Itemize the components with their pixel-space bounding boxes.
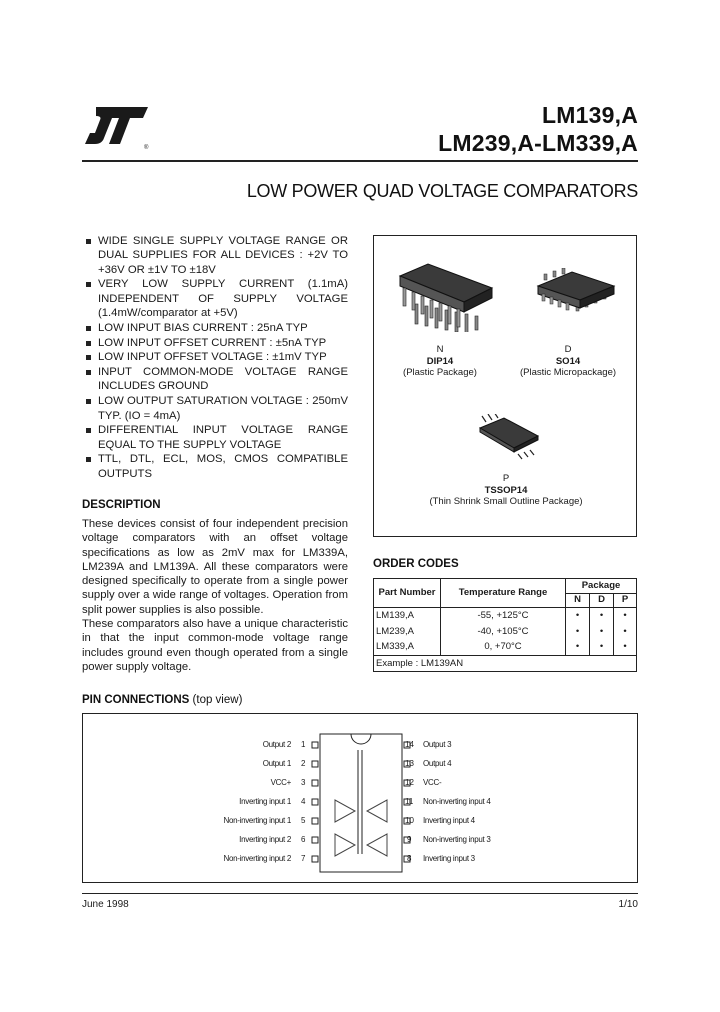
dip14-package-icon (398, 260, 494, 332)
temperature-header: Temperature Range (441, 579, 566, 608)
pin-label: VCC+ (270, 778, 291, 787)
svg-text:®: ® (144, 145, 149, 151)
pin-number: 1 (301, 740, 306, 749)
pin-number: 7 (301, 854, 306, 863)
title-line-1: LM139,A (542, 102, 638, 128)
pin-label: Output 2 (262, 740, 291, 749)
table-row: LM239,A -40, +105°C • • • (374, 624, 637, 640)
description-paragraph: These devices consist of four independent precision voltage comparators with an offset voltage specifications as low as 2mV max for LM339A, LM239A and LM139A. All these comparators were designed specifically to operate from a single power supply over a wide range of voltages. Operation from split power supplies is also possible. (82, 518, 348, 616)
pin-number: 4 (301, 797, 306, 806)
subtitle: LOW POWER QUAD VOLTAGE COMPARATORS (246, 181, 638, 201)
bullet-icon (86, 399, 91, 404)
st-logo (82, 104, 156, 152)
bullet-icon (86, 457, 91, 462)
list-item: INPUT COMMON-MODE VOLTAGE RANGE INCLUDES GROUND (82, 365, 348, 394)
list-item: VERY LOW SUPPLY CURRENT (1.1mA) INDEPENDENT OF SUPPLY VOLTAGE (1.4mW/comparator at +5V) (82, 277, 348, 320)
st-logo-graphic (82, 104, 156, 152)
pin-number: 3 (301, 778, 306, 787)
pin-number: 14 (405, 740, 414, 749)
table-row: LM339,A 0, +70°C • • • (374, 639, 637, 655)
bullet-icon (86, 355, 91, 360)
page-number: 1/10 (618, 899, 638, 910)
pin-number: 2 (301, 759, 306, 768)
bullet-icon (86, 326, 91, 331)
table-row (374, 655, 637, 672)
pin-label: Non-inverting input 4 (423, 797, 491, 806)
part-number-header: Part Number (374, 579, 441, 608)
order-example: Example : LM139AN (374, 655, 637, 672)
package-col-n: N (566, 594, 590, 608)
so14-package-icon (536, 268, 616, 316)
pin-label: Non-inverting input 1 (223, 816, 291, 825)
list-item: TTL, DTL, ECL, MOS, CMOS COMPATIBLE OUTPUTS (82, 452, 348, 481)
footer-date: June 1998 (82, 899, 129, 910)
pin-label: Inverting input 3 (423, 854, 475, 863)
pin-number: 5 (301, 816, 306, 825)
description-heading: DESCRIPTION (82, 499, 161, 511)
pin-number: 6 (301, 835, 306, 844)
package-figure (373, 235, 637, 537)
description-body (82, 517, 348, 674)
bullet-icon (86, 341, 91, 346)
order-codes-table (373, 578, 637, 672)
order-codes-heading: ORDER CODES (373, 558, 459, 570)
description-paragraph: These comparators also have a unique characteristic in that the input common-mode voltage range includes ground even though operated from a single power supply voltage. (82, 618, 348, 673)
pin-number: 11 (405, 797, 414, 806)
pin-label: Output 3 (423, 740, 452, 749)
bullet-icon (86, 239, 91, 244)
pin-connections-heading: PIN CONNECTIONS (top view) (82, 694, 243, 706)
list-item: LOW INPUT OFFSET CURRENT : ±5nA TYP (82, 336, 348, 350)
pin-diagram (82, 713, 638, 883)
package-header: Package (566, 579, 637, 594)
pin-label: Inverting input 2 (239, 835, 291, 844)
table-row: LM139,A -55, +125°C • • • (374, 608, 637, 624)
pin-label: VCC- (423, 778, 442, 787)
list-item: DIFFERENTIAL INPUT VOLTAGE RANGE EQUAL TO THE SUPPLY VOLTAGE (82, 423, 348, 452)
list-item: WIDE SINGLE SUPPLY VOLTAGE RANGE OR DUAL SUPPLIES FOR ALL DEVICES : +2V TO +36V OR ±1V TO ±18V (82, 234, 348, 277)
list-item: LOW INPUT BIAS CURRENT : 25nA TYP (82, 321, 348, 335)
feature-list (82, 234, 348, 482)
bullet-icon (86, 370, 91, 375)
pin-label: Output 4 (423, 759, 452, 768)
package-col-p: P (614, 594, 637, 608)
pin-number: 12 (405, 778, 414, 787)
pin-number: 13 (405, 759, 414, 768)
ic-package-outline (83, 714, 637, 882)
pin-label: Output 1 (262, 759, 291, 768)
so14-label: D SO14 (Plastic Micropackage) (519, 344, 617, 378)
pin-label: Inverting input 1 (239, 797, 291, 806)
package-col-d: D (590, 594, 614, 608)
pin-number: 9 (407, 835, 412, 844)
tssop14-package-icon (478, 414, 540, 460)
pin-label: Non-inverting input 3 (423, 835, 491, 844)
bullet-icon (86, 282, 91, 287)
footer-rule (82, 893, 638, 894)
list-item: LOW INPUT OFFSET VOLTAGE : ±1mV TYP (82, 350, 348, 364)
header-rule (82, 160, 638, 162)
pin-label: Inverting input 4 (423, 816, 475, 825)
title-line-2: LM239,A-LM339,A (438, 130, 638, 156)
list-item: LOW OUTPUT SATURATION VOLTAGE : 250mV TYP. (IO = 4mA) (82, 394, 348, 423)
bullet-icon (86, 428, 91, 433)
pin-label: Non-inverting input 2 (223, 854, 291, 863)
tssop14-label: P TSSOP14 (Thin Shrink Small Outline Package) (429, 473, 583, 507)
pin-number: 10 (405, 816, 414, 825)
pin-number: 8 (407, 854, 412, 863)
dip14-label: N DIP14 (Plastic Package) (403, 344, 477, 378)
